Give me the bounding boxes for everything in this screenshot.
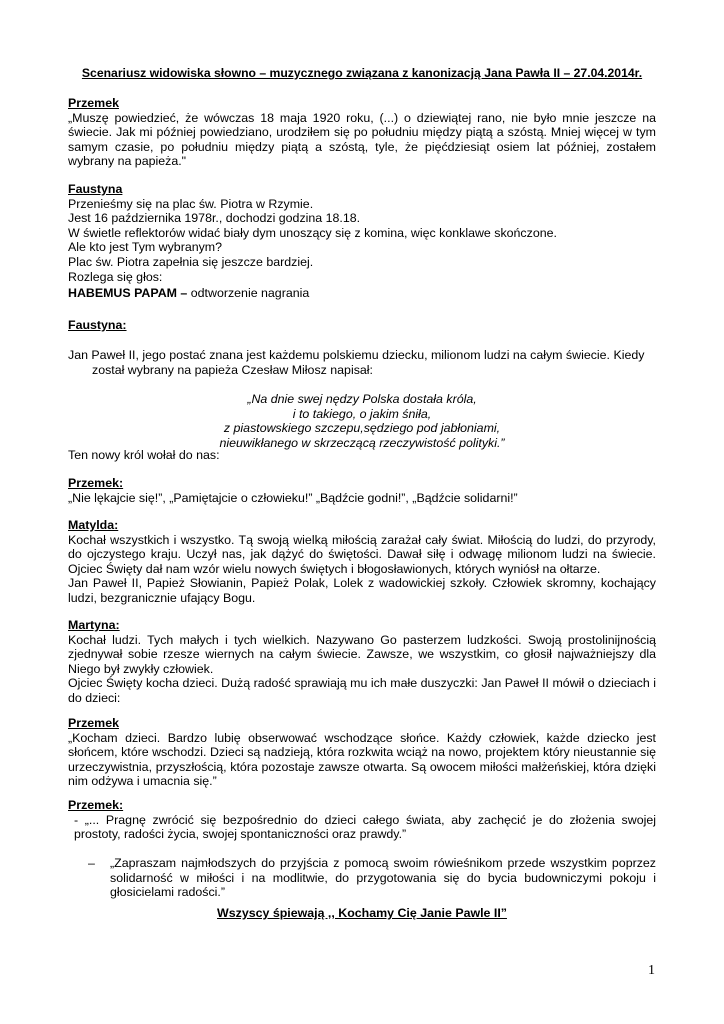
poem-line: i to takiego, o jakim śniła, bbox=[292, 406, 432, 421]
page-number: 1 bbox=[648, 963, 655, 978]
text-line: W świetle reflektorów widać biały dym unoszący się z komina, więc konklawe skończone. bbox=[68, 225, 557, 240]
new-king-line bbox=[68, 448, 656, 463]
bullet-dash: – bbox=[88, 856, 95, 870]
speaker-label: Faustyna bbox=[68, 182, 123, 196]
section-przemek-4 bbox=[68, 798, 656, 842]
section-martyna bbox=[68, 618, 656, 706]
speech-text: „Kocham dzieci. Bardzo lubię obserwować wschodzące słońce. Każdy człowiek, każde dziecko jest słońcem, które wschodzi. Dzieci są nadzieją, która rozkwita wciąż na nowo, projektem który nieustannie się urzeczywistnia, przyszłością, która pozostaje zawsze otwarta. Są owocem miłości małżeńskiej, która dzięki nim odżywa i umacnia się.” bbox=[68, 730, 656, 789]
document-title: Scenariusz widowiska słowno – muzycznego związana z kanonizacją Jana Pawła II – 27.04.2014r. bbox=[81, 66, 643, 80]
speech-text: „Nie lękajcie się!”, „Pamiętajcie o człowieku!” „Bądźcie godni!”, „Bądźcie solidarni!” bbox=[68, 490, 518, 505]
poem-line: nieuwikłanego w skrzeczącą rzeczywistość polityki.” bbox=[219, 435, 505, 450]
section-przemek-3 bbox=[68, 716, 656, 789]
paragraph: Kochał wszystkich i wszystko. Tą swoją wielką miłością zarażał cały świat. Miłością do ludzi, do przyrody, do ojczystego kraju. Uczył nas, jak dążyć do świętości. Dawał siłę i odwagę milionom ludzi na świecie. Ojciec Święty dał nam wzór wielu nowych świętych i błogosławionych, których wyniósł na ołtarze. bbox=[68, 532, 656, 576]
closing-song: Wszyscy śpiewają ,, Kochamy Cię Janie Pawle II” bbox=[217, 906, 507, 920]
paragraph: Kochał ludzi. Tych małych i tych wielkich. Nazywano Go pasterzem ludzkości. Swoją prostolinijnością zjednywał sobie rzesze wiernych na całym świecie. Zawsze, we wszystkim, co głosił najważniejszy dla Niego był zwykły człowiek. bbox=[68, 632, 656, 676]
section-matylda bbox=[68, 518, 656, 606]
habemus-papam: HABEMUS PAPAM – bbox=[68, 286, 188, 300]
speaker-label: Przemek: bbox=[68, 476, 124, 490]
speaker-label: Przemek bbox=[68, 96, 119, 110]
bullet-text: „Zapraszam najmłodszych do przyjścia z pomocą swoim rówieśnikom przede wszystkim poprzez solidarność w miłości i na modlitwie, do przygotowania się do bycia budowniczymi pokoju i głosicielami radości.” bbox=[110, 856, 656, 900]
poem-line: „Na dnie swej nędzy Polska dostała króla, bbox=[247, 392, 477, 406]
text-line: Przenieśmy się na plac św. Piotra w Rzymie. bbox=[68, 196, 314, 211]
section-faustyna-2-text bbox=[68, 348, 680, 377]
paragraph: Ojciec Święty kocha dzieci. Dużą radość sprawiają mu ich małe duszyczki: Jan Paweł II mówił o dzieciach i do dzieci: bbox=[68, 676, 656, 705]
speech-text: Jan Paweł II, jego postać znana jest każdemu polskiemu dziecku, milionom ludzi na całym świecie. Kiedy został wybrany na papieża Czesław Miłosz napisał: bbox=[68, 348, 645, 377]
habemus-note: odtworzenie nagrania bbox=[187, 286, 310, 300]
speech-text: „Muszę powiedzieć, że wówczas 18 maja 1920 roku, (...) o dziewiątej rano, nie było mnie jeszcze na świecie. Jak mi później powiedziano, urodziłem się po południu między piątą a szóstą. Mniej więcej w tym samym czasie, po południu między piątą a szóstą, tyle, że pięćdziesiąt osiem lat później, zostałem wybrany na papieża." bbox=[68, 110, 656, 169]
milosz-poem bbox=[68, 392, 656, 450]
section-przemek-1 bbox=[68, 96, 656, 169]
speaker-label: Matylda: bbox=[68, 518, 119, 532]
poem-line: z piastowskiego szczepu,sędziego pod jabłoniami, bbox=[223, 421, 501, 436]
speaker-label: Martyna: bbox=[68, 618, 120, 632]
speech-text: - „... Pragnę zwrócić się bezpośrednio do dzieci całego świata, aby zachęcić je do złożenia swojej prostoty, radości życia, swojej spontaniczności oraz prawdy.” bbox=[74, 812, 656, 842]
section-faustyna-1 bbox=[68, 182, 656, 284]
text-line: Ale kto jest Tym wybranym? bbox=[68, 240, 223, 255]
text-line: Plac św. Piotra zapełnia się jeszcze bardziej. bbox=[68, 254, 314, 269]
text-line: Rozlega się głos: bbox=[68, 269, 163, 284]
text-line: Jest 16 października 1978r., dochodzi godzina 18.18. bbox=[68, 211, 361, 226]
section-przemek-2 bbox=[68, 476, 656, 505]
speaker-label: Faustyna: bbox=[68, 318, 127, 332]
bullet-item bbox=[68, 856, 656, 900]
speaker-label: Przemek bbox=[68, 716, 119, 730]
speaker-label: Przemek: bbox=[68, 798, 124, 812]
section-faustyna-2-label bbox=[68, 318, 656, 333]
text-line: Ten nowy król wołał do nas: bbox=[68, 448, 220, 462]
paragraph: Jan Paweł II, Papież Słowianin, Papież Polak, Lolek z wadowickiej szkoły. Człowiek skromny, kochający ludzi, bezgranicznie ufający Bogu. bbox=[68, 576, 656, 605]
habemus-line bbox=[68, 286, 656, 301]
